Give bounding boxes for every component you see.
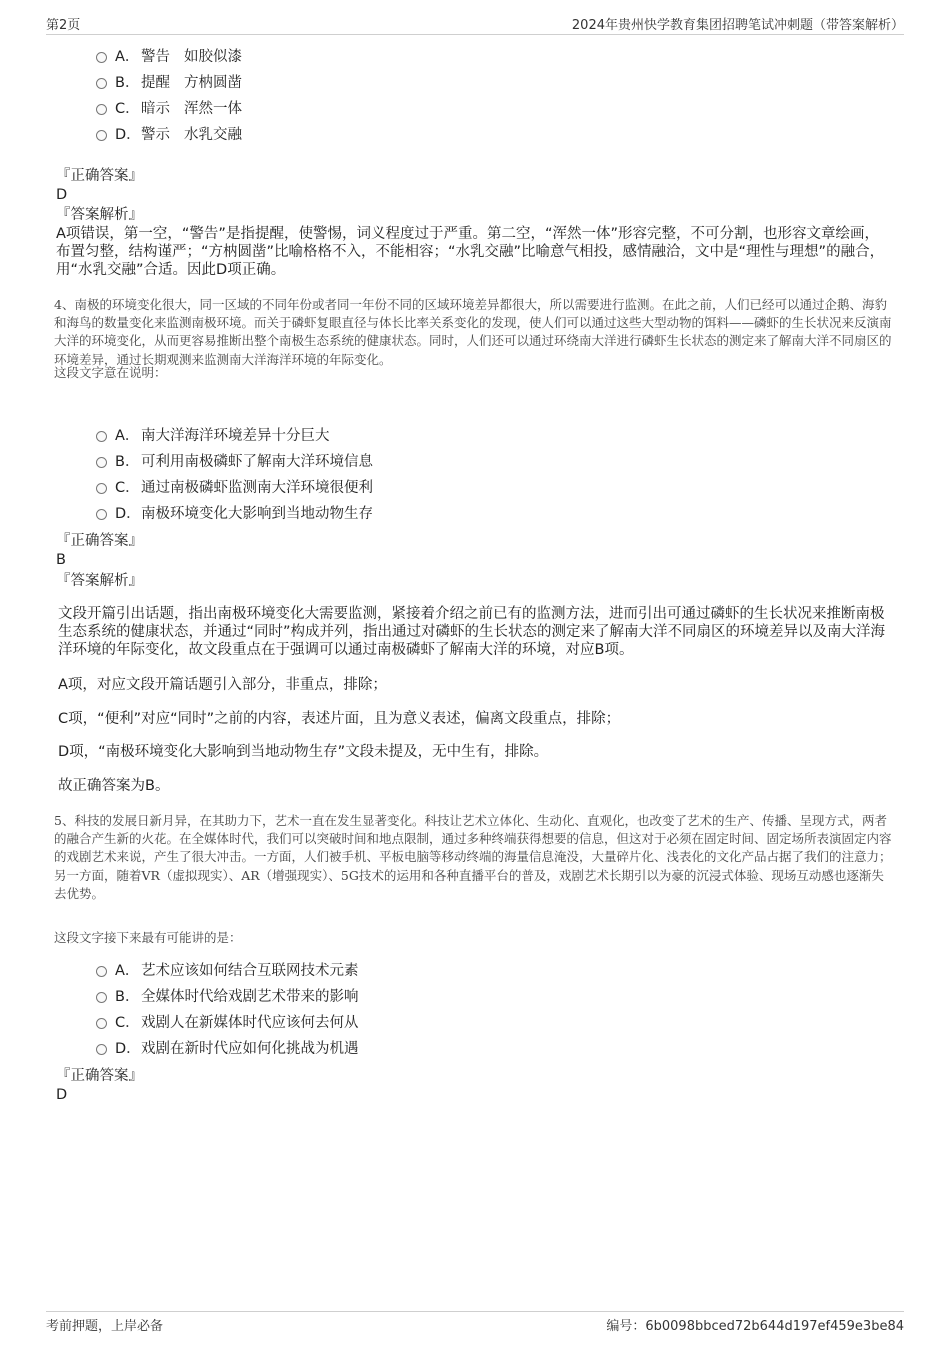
radio-icon[interactable] <box>96 130 107 141</box>
q5-option-a[interactable]: A． 艺术应该如何结合互联网技术元素 <box>96 961 359 981</box>
q4-analysis-option-a: A项，对应文段开篇话题引入部分，非重点，排除； <box>58 677 387 693</box>
q4-answer-label: 『正确答案』 <box>56 533 143 549</box>
document-title: 2024年贵州快学教育集团招聘笔试冲刺题（带答案解析） <box>571 18 904 33</box>
radio-icon[interactable] <box>96 1018 107 1029</box>
page-header <box>46 14 904 35</box>
radio-icon[interactable] <box>96 992 107 1003</box>
q3-option-c[interactable]: C．暗示 浑然一体 <box>96 99 242 119</box>
q3-analysis: A项错误，第一空，“警告”是指提醒，使警惕，词义程度过于严重。第二空，“浑然一体”形容完整，不可分割，也形容文章绘画，布置匀整，结构谨严；“方枘圆凿”比喻格格不入，不能相容；“水乳交融”比喻意气相投，感情融洽，文中是“理性与理想”的融合，用“水乳交融”合适。因此D项正确。 <box>56 226 885 278</box>
q4-option-d[interactable]: D．南极环境变化大影响到当地动物生存 <box>96 504 373 524</box>
q4-analysis-label: 『答案解析』 <box>56 573 143 589</box>
radio-icon[interactable] <box>96 483 107 494</box>
page-number: 第2页 <box>46 18 81 33</box>
radio-icon[interactable] <box>96 52 107 63</box>
q4-analysis-option-c: C项，“便利”对应“同时”之前的内容，表述片面，且为意义表述，偏离文段重点，排除； <box>58 711 621 727</box>
q4-option-b[interactable]: B． 可利用南极磷虾了解南大洋环境信息 <box>96 452 373 472</box>
radio-icon[interactable] <box>96 431 107 442</box>
radio-icon[interactable] <box>96 966 107 977</box>
q3-option-b[interactable]: B． 提醒 方枘圆凿 <box>96 73 242 93</box>
footer-slogan: 考前押题，上岸必备 <box>46 1319 164 1334</box>
q5-stem: 5、科技的发展日新月异，在其助力下，艺术一直在发生显著变化。科技让艺术立体化、生动化、直观化，也改变了艺术的生产、传播、呈现方式，两者的融合产生新的火花。在全媒体时代，我们可以突破时间和地点限制，通过多种终端获得想要的信息，但这对于必须在固定时间、固定场所表演固定内容的戏剧艺术来说，产生了很大冲击。一方面，人们被手机、平板电脑等移动终端的海量信息淹没，大量碎片化、浅表化的文化产品占据了我们的注意力；另一方面，随着VR（虚拟现实）、AR（增强现实）、5G技术的运用和各种直播平台的普及，戏剧艺术长期引以为豪的沉浸式体验、现场互动感也逐渐失去优势。 <box>54 813 892 901</box>
document-code: 编号：6b0098bbced72b644d197ef459e3be84 <box>606 1319 904 1334</box>
q4-analysis-option-d: D项，“南极环境变化大影响到当地动物生存”文段未提及，无中生有，排除。 <box>58 744 549 760</box>
radio-icon[interactable] <box>96 78 107 89</box>
q3-analysis-label: 『答案解析』 <box>56 207 143 223</box>
q5-option-b[interactable]: B． 全媒体时代给戏剧艺术带来的影响 <box>96 987 359 1007</box>
q4-stem: 4、南极的环境变化很大，同一区域的不同年份或者同一年份不同的区域环境差异都很大，所以需要进行监测。在此之前，人们已经可以通过企鹅、海豹和海鸟的数量变化来监测南极环境。而关于磷虾复眼直径与体长比率关系变化的发现，使人们可以通过这些大型动物的饵料——磷虾的生长状况来反演南大洋的环境变化，从而更容易推断出整个南极生态系统的健康状态。同时，人们还可以通过环绕南大洋进行磷虾生长状态的测定来了解南大洋不同扇区的环境差异，通过长期观测来监测南大洋海洋环境的年际变化。 <box>54 297 892 367</box>
q4-answer: B <box>56 552 66 568</box>
q4-option-c[interactable]: C．通过南极磷虾监测南大洋环境很便利 <box>96 478 373 498</box>
q3-answer-label: 『正确答案』 <box>56 168 143 184</box>
q4-option-a[interactable]: A． 南大洋海洋环境差异十分巨大 <box>96 426 330 446</box>
q3-option-a[interactable]: A． 警告 如胶似漆 <box>96 47 242 67</box>
q5-answer: D <box>56 1087 68 1103</box>
radio-icon[interactable] <box>96 1044 107 1055</box>
q4-analysis-paragraph: 文段开篇引出话题，指出南极环境变化大需要监测，紧接着介绍之前已有的监测方法，进而引出可通过磷虾的生长状况来推断南极生态系统的健康状态，并通过“同时”构成并列，指出通过对磷虾的生长状态的测定来了解南大洋不同扇区的环境差异以及南大洋海洋环境的年际变化，故文段重点在于强调可以通过南极磷虾了解南大洋的环境，对应B项。 <box>58 606 886 658</box>
q5-answer-label: 『正确答案』 <box>56 1068 143 1084</box>
q3-answer: D <box>56 187 68 203</box>
q4-analysis-conclusion: 故正确答案为B。 <box>58 778 170 794</box>
q5-prompt: 这段文字接下来最有可能讲的是： <box>54 930 242 945</box>
radio-icon[interactable] <box>96 457 107 468</box>
q5-option-d[interactable]: D．戏剧在新时代应如何化挑战为机遇 <box>96 1039 359 1059</box>
q3-option-d[interactable]: D．警示 水乳交融 <box>96 125 242 145</box>
radio-icon[interactable] <box>96 104 107 115</box>
radio-icon[interactable] <box>96 509 107 520</box>
page-footer <box>46 1311 904 1334</box>
q5-option-c[interactable]: C．戏剧人在新媒体时代应该何去何从 <box>96 1013 359 1033</box>
q4-prompt: 这段文字意在说明： <box>54 365 167 380</box>
